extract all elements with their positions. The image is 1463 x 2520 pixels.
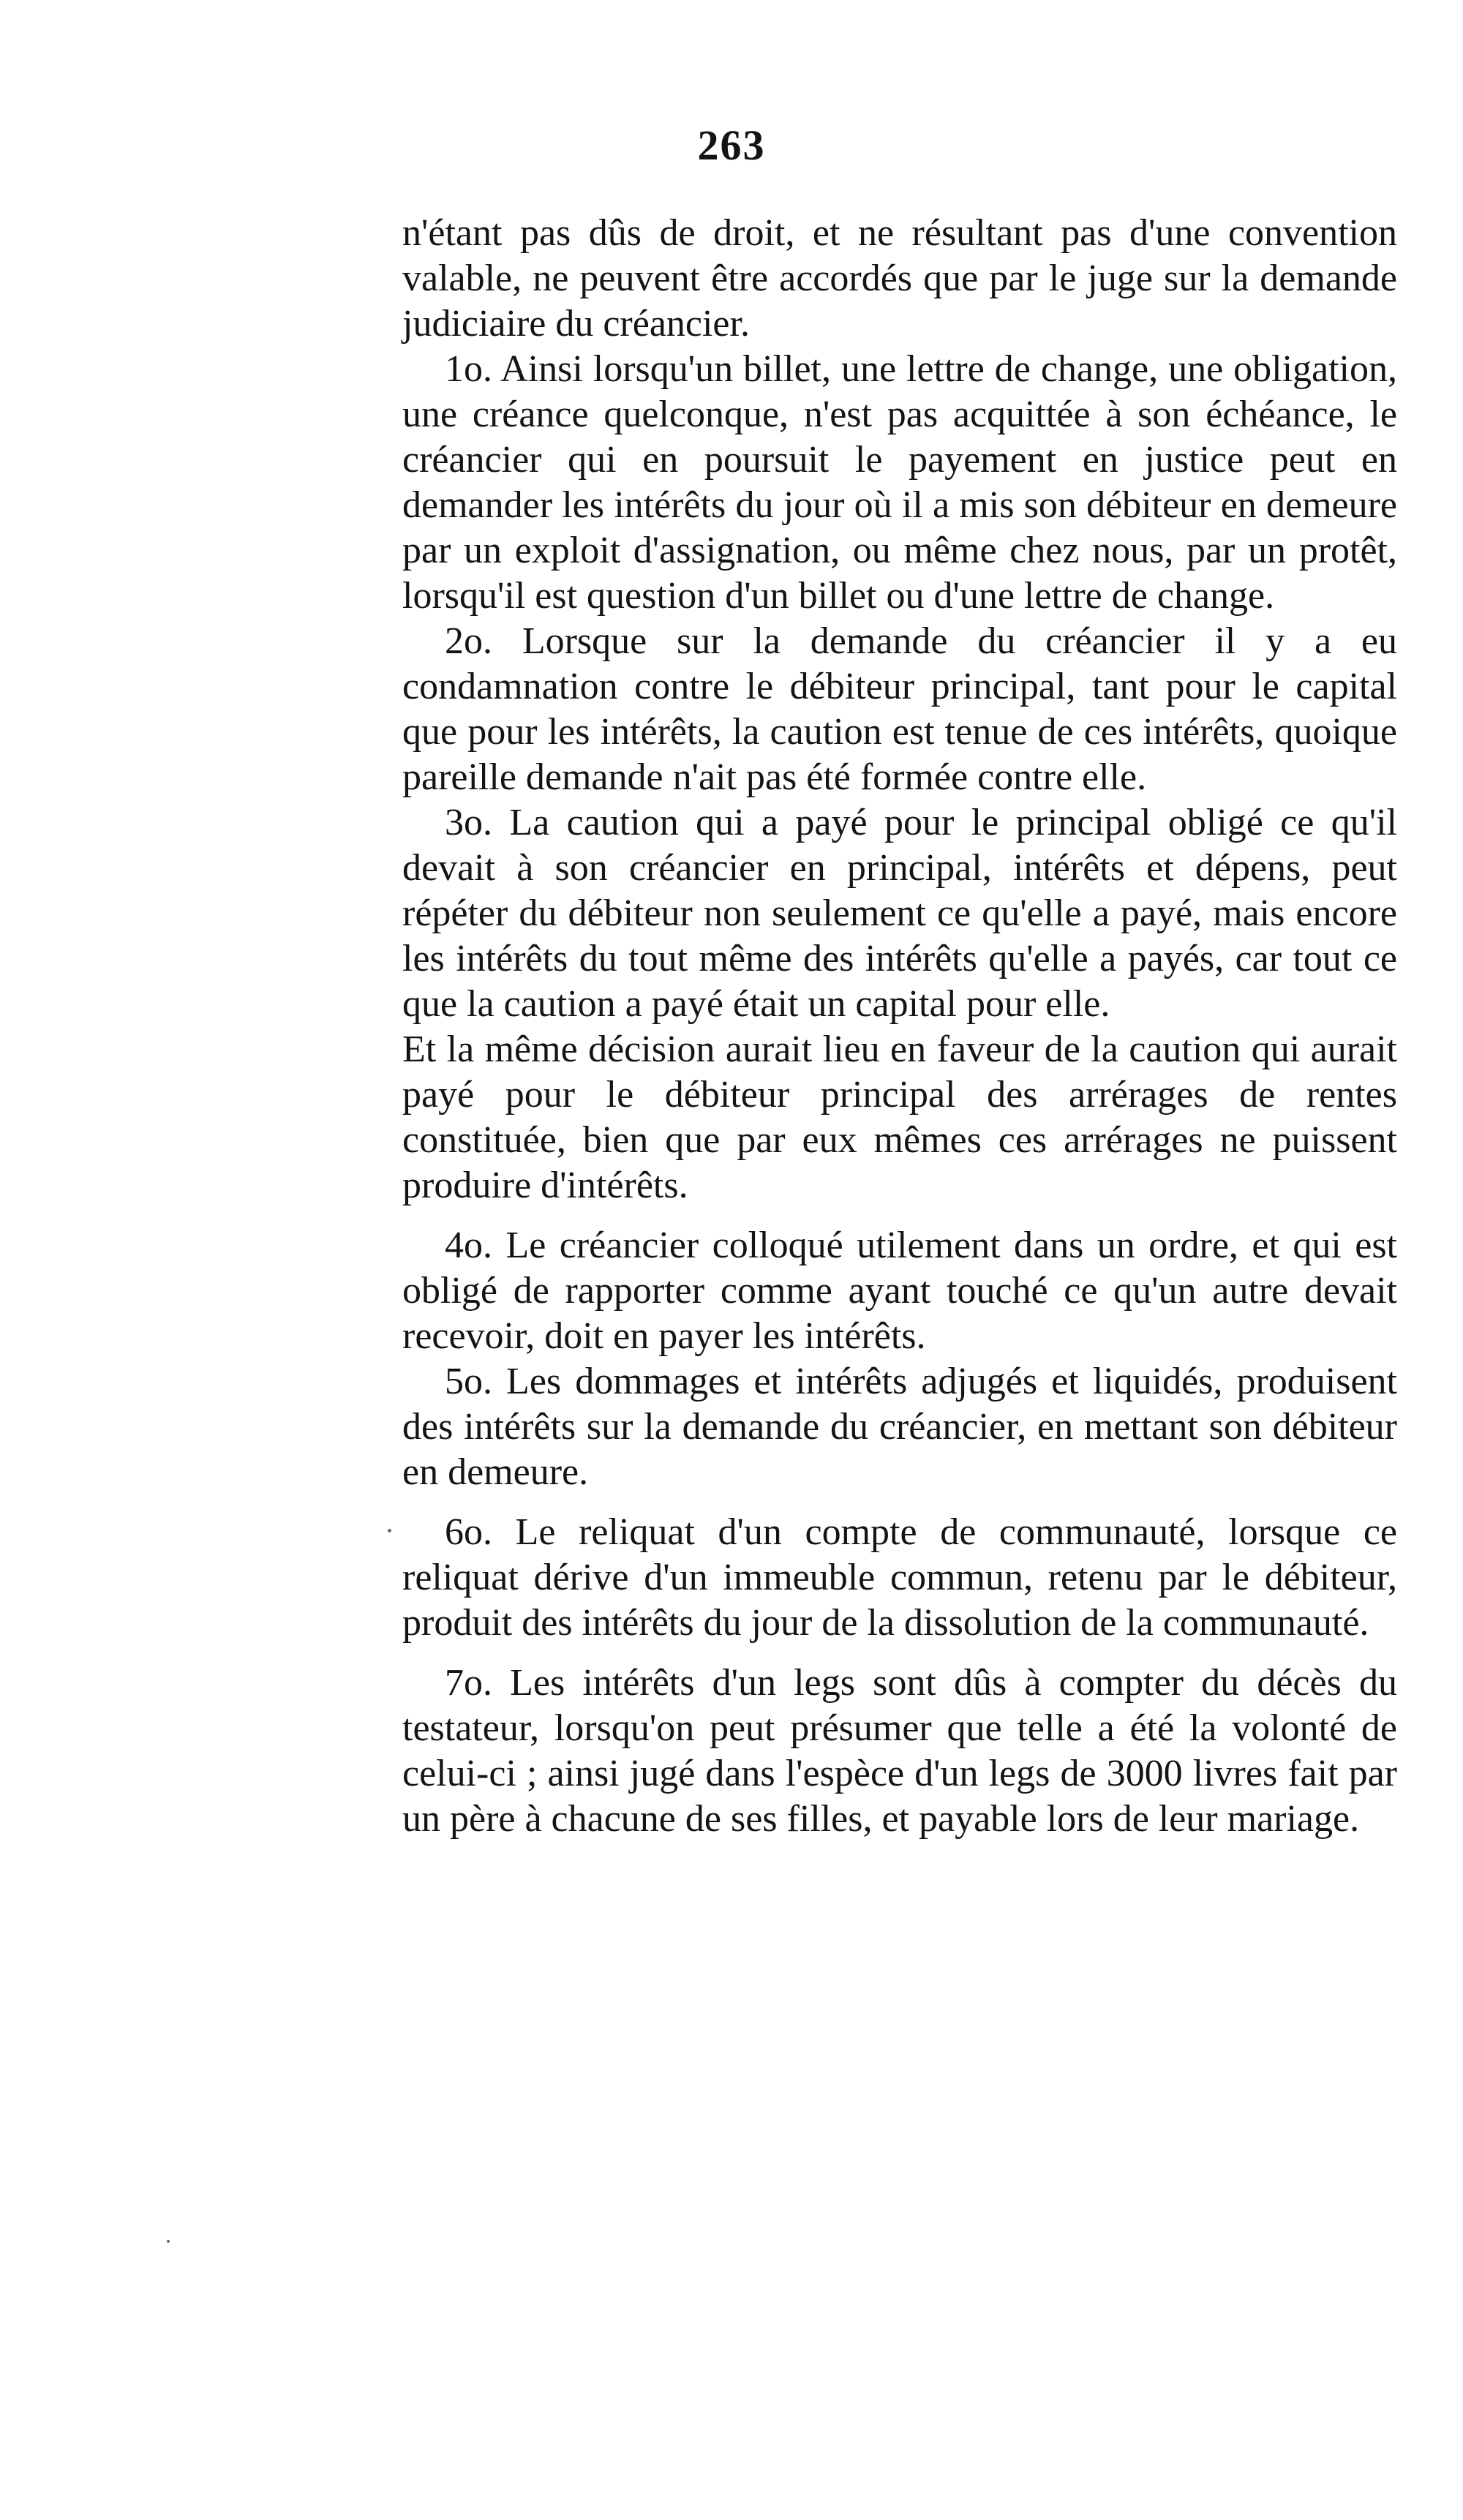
print-speck — [167, 2240, 170, 2243]
paragraph-item-3-note: Et la même décision aurait lieu en faveur de la caution qui aurait payé pour le débiteur principal des arrérages de rentes constituée, bien que par eux mêmes ces arrérages ne puissent produire d'intérêts. — [402, 1028, 1397, 1206]
body-text — [402, 211, 1397, 1842]
paragraph-item-1: 1o. Ainsi lorsqu'un billet, une lettre de change, une obligation, une créance quelconque, n'est pas acquittée à son échéance, le créancier qui en poursuit le payement en justice peut en demander les intérêts du jour où il a mis son débiteur en demeure par un exploit d'assignation, ou même chez nous, par un protêt, lorsqu'il est question d'un billet ou d'une lettre de change. — [402, 348, 1397, 617]
print-speck — [388, 1529, 391, 1532]
paragraph-item-7: 7o. Les intérêts d'un legs sont dûs à compter du décès du testateur, lorsqu'on peut présumer que telle a été la volonté de celui-ci ; ainsi jugé dans l'espèce d'un legs de 3000 livres fait par un père à chacune de ses filles, et payable lors de leur mariage. — [402, 1662, 1397, 1840]
paragraph-item-3: 3o. La caution qui a payé pour le principal obligé ce qu'il devait à son créancier en principal, intérêts et dépens, peut répéter du débiteur non seulement ce qu'elle a payé, mais encore les intérêts du tout même des intérêts qu'elle a payés, car tout ce que la caution a payé était un capital pour elle. — [402, 802, 1397, 1025]
paragraph-item-5: 5o. Les dommages et intérêts adjugés et liquidés, produisent des intérêts sur la demande du créancier, en mettant son débiteur en demeure. — [402, 1361, 1397, 1493]
paragraph-item-4: 4o. Le créancier colloqué utilement dans un ordre, et qui est obligé de rapporter comme ayant touché ce qu'un autre devait recevoir, doit en payer les intérêts. — [402, 1225, 1397, 1357]
paragraph-continuation: n'étant pas dûs de droit, et ne résultant pas d'une convention valable, ne peuvent être accordés que par le juge sur la demande judiciaire du créancier. — [402, 212, 1397, 345]
paragraph-item-2: 2o. Lorsque sur la demande du créancier il y a eu condamnation contre le débiteur principal, tant pour le capital que pour les intérêts, la caution est tenue de ces intérêts, quoique pareille demande n'ait pas été formée contre elle. — [402, 620, 1397, 798]
paragraph-item-6: 6o. Le reliquat d'un compte de communauté, lorsque ce reliquat dérive d'un immeuble commun, retenu par le débiteur, produit des intérêts du jour de la dissolution de la communauté. — [402, 1511, 1397, 1644]
page-number: 263 — [697, 121, 766, 169]
